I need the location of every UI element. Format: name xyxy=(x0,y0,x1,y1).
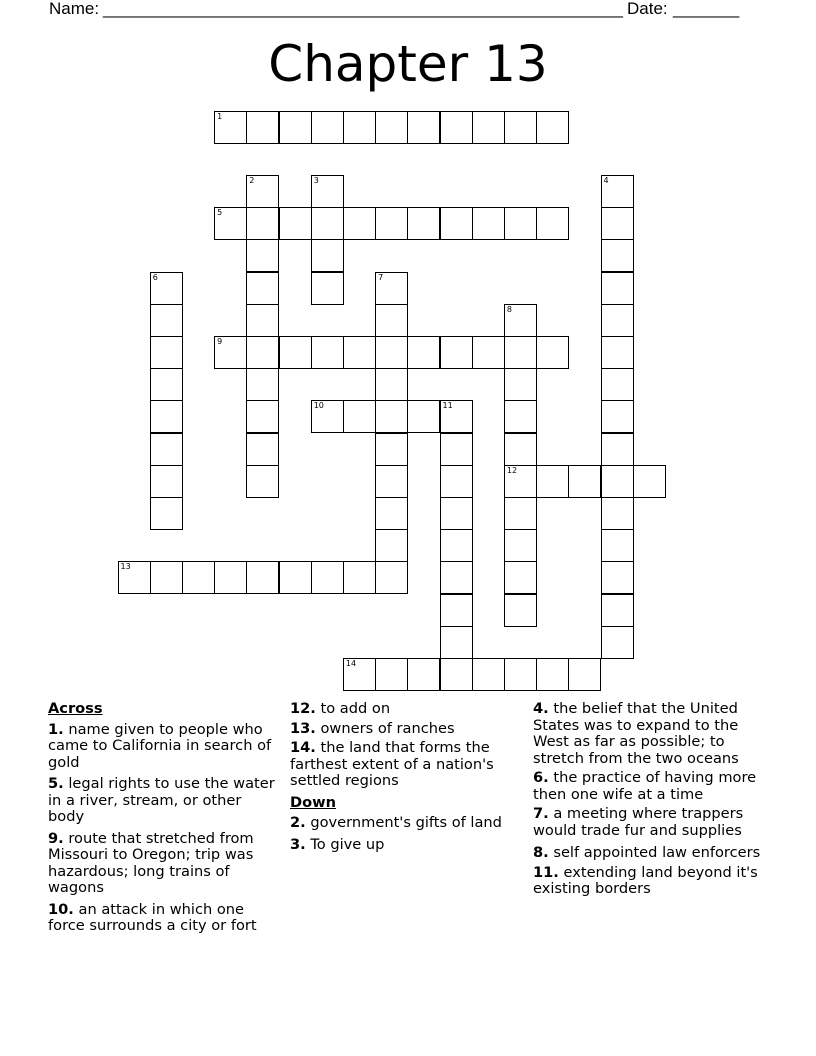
clue-number: 12. xyxy=(290,700,316,717)
clue-number: 2. xyxy=(290,814,306,831)
name-label: Name: xyxy=(49,0,100,18)
crossword-cell[interactable] xyxy=(504,561,537,594)
crossword-cell[interactable] xyxy=(311,400,344,433)
crossword-cell[interactable] xyxy=(375,304,408,337)
crossword-cell[interactable] xyxy=(246,433,279,466)
crossword-cell[interactable] xyxy=(311,175,344,208)
crossword-cell[interactable] xyxy=(182,561,215,594)
clue-text: government's gifts of land xyxy=(310,814,502,831)
clue-down-6 xyxy=(533,770,765,803)
clue-text: the land that forms the farthest extent of a nation's settled regions xyxy=(290,739,494,789)
clue-across-5 xyxy=(48,776,280,826)
crossword-cell[interactable] xyxy=(375,465,408,498)
crossword-cell[interactable] xyxy=(536,658,569,691)
crossword-cell[interactable] xyxy=(118,561,151,594)
clue-column-2 xyxy=(290,701,522,858)
crossword-cell[interactable] xyxy=(246,272,279,305)
crossword-cell[interactable] xyxy=(246,400,279,433)
crossword-cell[interactable] xyxy=(311,111,344,144)
crossword-cell[interactable] xyxy=(375,207,408,240)
crossword-cell[interactable] xyxy=(407,658,440,691)
crossword-cell[interactable] xyxy=(440,336,473,369)
crossword-cell[interactable] xyxy=(504,336,537,369)
crossword-cell[interactable] xyxy=(279,336,312,369)
crossword-cell[interactable] xyxy=(536,465,569,498)
clue-across-1 xyxy=(48,722,280,772)
clue-column-1 xyxy=(48,701,280,940)
crossword-cell[interactable] xyxy=(504,368,537,401)
crossword-cell[interactable] xyxy=(440,626,473,659)
crossword-cell[interactable] xyxy=(440,111,473,144)
cell-number: 1 xyxy=(217,111,223,121)
crossword-cell[interactable] xyxy=(568,465,601,498)
clue-text: to add on xyxy=(320,700,391,717)
crossword-cell[interactable] xyxy=(601,175,634,208)
cell-number: 14 xyxy=(345,658,357,668)
crossword-cell[interactable] xyxy=(472,207,505,240)
crossword-cell[interactable] xyxy=(343,561,376,594)
crossword-cell[interactable] xyxy=(375,529,408,562)
crossword-cell[interactable] xyxy=(407,207,440,240)
crossword-cell[interactable] xyxy=(375,561,408,594)
clue-text: an attack in which one force surrounds a city or fort xyxy=(48,900,257,934)
cell-number: 5 xyxy=(217,208,223,218)
clue-down-2 xyxy=(290,815,522,832)
crossword-cell[interactable] xyxy=(504,400,537,433)
crossword-cell[interactable] xyxy=(214,111,247,144)
crossword-cell[interactable] xyxy=(601,304,634,337)
crossword-cell[interactable] xyxy=(504,207,537,240)
clue-text: the practice of having more then one wife at a time xyxy=(533,769,757,803)
crossword-cell[interactable] xyxy=(246,239,279,272)
crossword-cell[interactable] xyxy=(311,207,344,240)
name-blank[interactable]: _______________________________________________________ xyxy=(103,0,624,18)
clue-across-9 xyxy=(48,831,280,897)
crossword-cell[interactable] xyxy=(343,336,376,369)
clue-text: name given to people who came to California in search of gold xyxy=(48,720,272,771)
crossword-cell[interactable] xyxy=(375,111,408,144)
crossword-cell[interactable] xyxy=(407,336,440,369)
crossword-cell[interactable] xyxy=(440,433,473,466)
crossword-cell[interactable] xyxy=(311,561,344,594)
crossword-cell[interactable] xyxy=(150,465,183,498)
crossword-cell[interactable] xyxy=(311,239,344,272)
cell-number: 12 xyxy=(506,465,518,475)
clue-text: owners of ranches xyxy=(320,719,455,737)
crossword-cell[interactable] xyxy=(343,658,376,691)
clue-across-14 xyxy=(290,740,522,790)
crossword-cell[interactable] xyxy=(214,336,247,369)
clue-text: a meeting where trappers would trade fur and supplies xyxy=(533,805,744,839)
clue-down-7 xyxy=(533,806,765,839)
crossword-cell[interactable] xyxy=(440,658,473,691)
crossword-cell[interactable] xyxy=(343,111,376,144)
crossword-cell[interactable] xyxy=(375,336,408,369)
crossword-cell[interactable] xyxy=(150,497,183,530)
clue-number: 14. xyxy=(290,739,316,756)
date-label: Date: xyxy=(627,0,668,18)
crossword-cell[interactable] xyxy=(246,368,279,401)
across-heading: Across xyxy=(48,700,103,717)
clue-text: self appointed law enforcers xyxy=(553,844,761,861)
crossword-cell[interactable] xyxy=(472,336,505,369)
crossword-cell[interactable] xyxy=(536,111,569,144)
crossword-cell[interactable] xyxy=(375,368,408,401)
crossword-cell[interactable] xyxy=(536,336,569,369)
crossword-cell[interactable] xyxy=(601,594,634,627)
clue-number: 6. xyxy=(533,769,549,786)
crossword-cell[interactable] xyxy=(601,465,634,498)
crossword-cell[interactable] xyxy=(407,400,440,433)
crossword-cell[interactable] xyxy=(504,465,537,498)
crossword-cell[interactable] xyxy=(601,561,634,594)
clue-number: 1. xyxy=(48,720,64,738)
clue-down-3 xyxy=(290,837,522,854)
crossword-cell[interactable] xyxy=(601,239,634,272)
cell-number: 13 xyxy=(120,562,131,572)
crossword-cell[interactable] xyxy=(601,497,634,530)
crossword-cell[interactable] xyxy=(504,529,537,562)
clue-number: 5. xyxy=(48,775,64,792)
cell-number: 11 xyxy=(442,401,453,411)
clue-number: 9. xyxy=(48,829,64,847)
crossword-cell[interactable] xyxy=(601,207,634,240)
clue-number: 8. xyxy=(533,844,549,861)
crossword-cell[interactable] xyxy=(375,400,408,433)
crossword-cell[interactable] xyxy=(440,529,473,562)
crossword-cell[interactable] xyxy=(568,658,601,691)
crossword-cell[interactable] xyxy=(601,529,634,562)
crossword-cell[interactable] xyxy=(150,336,183,369)
clue-across-13 xyxy=(290,721,522,738)
crossword-cell[interactable] xyxy=(375,272,408,305)
cell-number: 10 xyxy=(313,401,324,411)
crossword-cell[interactable] xyxy=(440,465,473,498)
crossword-cell[interactable] xyxy=(246,304,279,337)
crossword-cell[interactable] xyxy=(504,433,537,466)
crossword-cell[interactable] xyxy=(472,658,505,691)
crossword-cell[interactable] xyxy=(440,594,473,627)
crossword-cell[interactable] xyxy=(150,433,183,466)
clue-down-8 xyxy=(533,845,765,862)
crossword-cell[interactable] xyxy=(246,465,279,498)
clue-number: 10. xyxy=(48,900,74,918)
crossword-cell[interactable] xyxy=(150,561,183,594)
crossword-cell[interactable] xyxy=(246,175,279,208)
clue-number: 11. xyxy=(533,863,559,881)
crossword-cell[interactable] xyxy=(440,497,473,530)
clue-column-3 xyxy=(533,701,765,903)
crossword-cell[interactable] xyxy=(440,400,473,433)
clue-number: 13. xyxy=(290,719,316,737)
cell-number: 9 xyxy=(217,336,223,346)
crossword-cell[interactable] xyxy=(633,465,666,498)
clue-text: legal rights to use the water in a river, stream, or other body xyxy=(48,775,275,825)
clue-number: 7. xyxy=(533,805,549,822)
crossword-cell[interactable] xyxy=(246,111,279,144)
clue-text: the belief that the United States was to expand to the West as far as possible; to stretch from the two oceans xyxy=(533,700,739,767)
crossword-cell[interactable] xyxy=(375,497,408,530)
cell-number: 6 xyxy=(152,272,158,282)
crossword-cell[interactable] xyxy=(279,561,312,594)
clue-across-10 xyxy=(48,902,280,935)
crossword-cell[interactable] xyxy=(440,561,473,594)
crossword-cell[interactable] xyxy=(504,111,537,144)
clue-down-11 xyxy=(533,865,765,898)
crossword-cell[interactable] xyxy=(311,272,344,305)
cell-number: 7 xyxy=(378,272,384,282)
crossword-cell[interactable] xyxy=(311,336,344,369)
crossword-cell[interactable] xyxy=(601,626,634,659)
crossword-cell[interactable] xyxy=(504,658,537,691)
crossword-cell[interactable] xyxy=(343,400,376,433)
crossword-cell[interactable] xyxy=(504,497,537,530)
crossword-cell[interactable] xyxy=(246,207,279,240)
crossword-cell[interactable] xyxy=(375,658,408,691)
crossword-cell[interactable] xyxy=(440,207,473,240)
crossword-cell[interactable] xyxy=(150,400,183,433)
crossword-cell[interactable] xyxy=(343,207,376,240)
cell-number: 3 xyxy=(313,175,319,185)
crossword-cell[interactable] xyxy=(601,336,634,369)
page-title: Chapter 13 xyxy=(268,35,548,93)
clue-number: 3. xyxy=(290,835,306,853)
cell-number: 2 xyxy=(249,175,255,185)
crossword-cell[interactable] xyxy=(472,111,505,144)
clue-number: 4. xyxy=(533,700,549,717)
crossword-cell[interactable] xyxy=(150,368,183,401)
crossword-cell[interactable] xyxy=(601,400,634,433)
crossword-cell[interactable] xyxy=(246,561,279,594)
crossword-cell[interactable] xyxy=(504,304,537,337)
crossword-cell[interactable] xyxy=(279,111,312,144)
crossword-cell[interactable] xyxy=(279,207,312,240)
crossword-cell[interactable] xyxy=(150,304,183,337)
clue-across-12 xyxy=(290,701,522,718)
crossword-cell[interactable] xyxy=(375,433,408,466)
clue-text: route that stretched from Missouri to Oregon; trip was hazardous; long trains of wagons xyxy=(48,829,254,896)
crossword-cell[interactable] xyxy=(536,207,569,240)
down-heading: Down xyxy=(290,793,337,811)
date-blank[interactable]: _______ xyxy=(673,0,740,18)
crossword-cell[interactable] xyxy=(214,561,247,594)
crossword-cell[interactable] xyxy=(601,272,634,305)
cell-number: 8 xyxy=(506,304,512,314)
crossword-cell[interactable] xyxy=(150,272,183,305)
crossword-cell[interactable] xyxy=(214,207,247,240)
crossword-cell[interactable] xyxy=(246,336,279,369)
crossword-cell[interactable] xyxy=(407,111,440,144)
clue-down-4 xyxy=(533,701,765,767)
crossword-cell[interactable] xyxy=(601,368,634,401)
clue-text: To give up xyxy=(310,835,385,853)
crossword-cell[interactable] xyxy=(601,433,634,466)
cell-number: 4 xyxy=(603,175,609,185)
crossword-cell[interactable] xyxy=(504,594,537,627)
clue-text: extending land beyond it's existing borders xyxy=(533,863,758,897)
